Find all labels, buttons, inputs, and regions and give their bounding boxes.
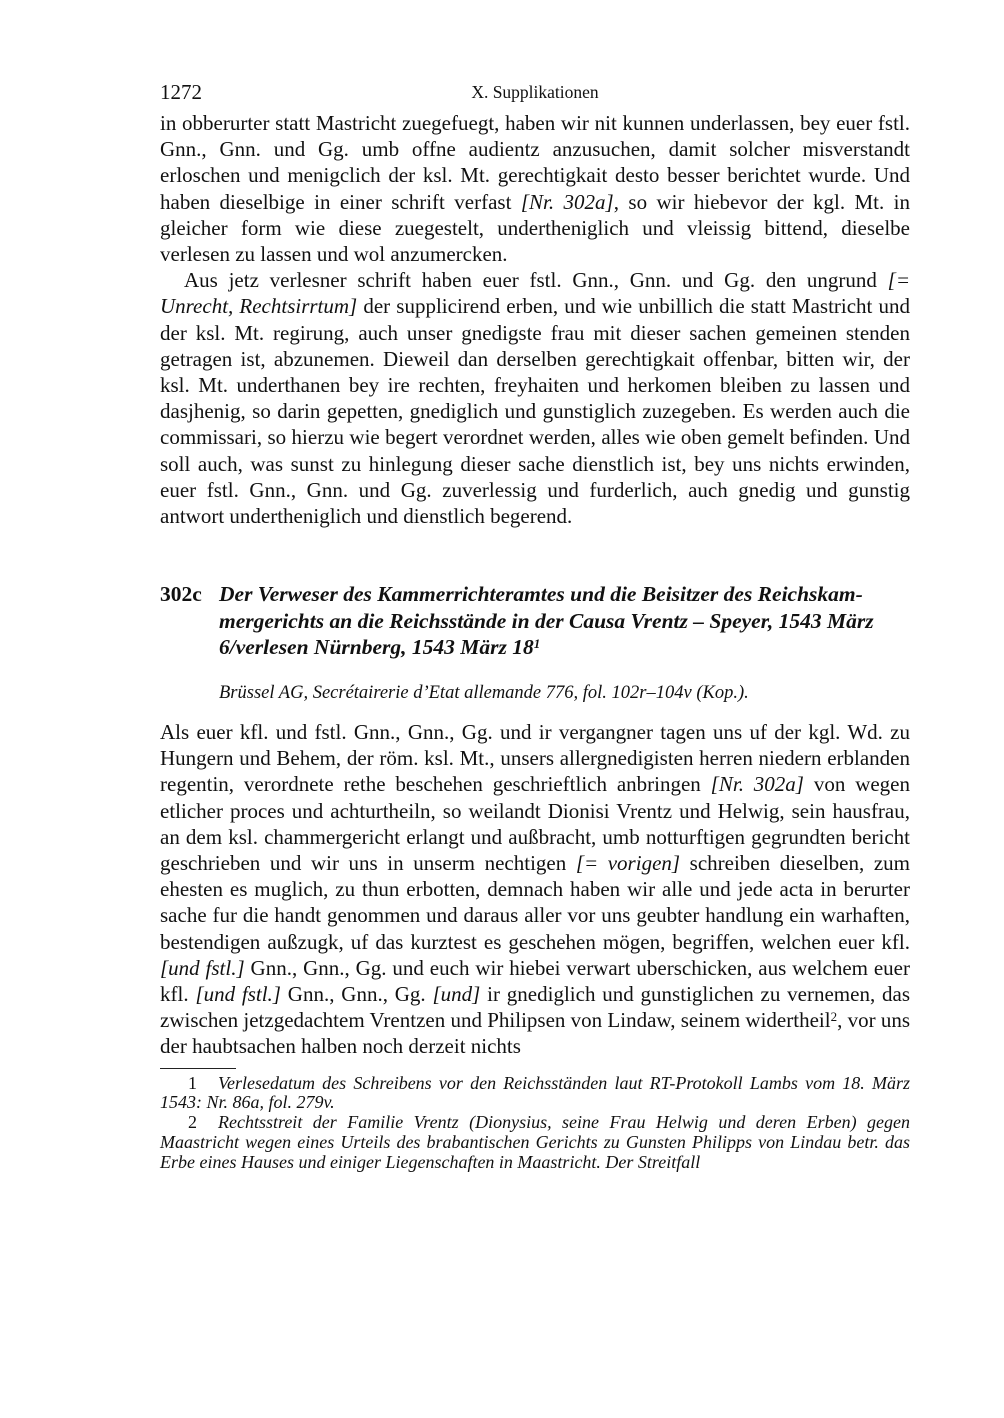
section-number: 302c xyxy=(160,582,202,607)
footnote-2: 2 Rechtsstreit der Familie Vrentz (Dionysius, seine Frau Helwig und deren Erben) gegen Maastricht wegen eines Urteils des brabantischen Gerichts zu Gunsten Philipps von Lindau betr. das Erbe eines Hauses und einiger Liegenschaften in Maastricht. Der Streitfall xyxy=(160,1112,910,1172)
running-head: X. Supplikationen xyxy=(471,82,599,102)
paragraph-1: in obberurter statt Mastricht zuegefuegt, haben wir nit kunnen underlassen, bey euer fstl. Gnn., Gnn. und Gg. umb offne audientz anzusuchen, damit solcher misverstandt erloschen und menigclich der ksl. Mt. gerechtigkait desto besser berichtet wurde. Und haben dieselbige in einer schrift verfast [Nr. 302a], so wir hiebevor der kgl. Mt. in gleicher form wie diese zuegestelt, undertheniglich und vleissig bittend, dieselbe verlesen zu lassen und wol anzumercken. xyxy=(160,111,911,267)
paragraph-3: Als euer kfl. und fstl. Gnn., Gnn., Gg. und ir vergangner tagen uns uf der kgl. Wd. zu Hungern und Behem, der röm. ksl. Mt., unsers allergnedigisten herren niedern erblanden regentin, verordnete rethe beschehen geschrieftlich anbringen [Nr. 302a] von wegen etlicher proces und achturtheiln, so weilandt Dionisi Vrentz und Helwig, sein hausfrau, an dem ksl. chammergericht erlangt und außbracht, umb notturftigen gegrundten bericht geschrieben und wir uns in unserm nechtigen [= vorigen] schreiben dieselben, zum ehesten es muglich, zu thun erbotten, demnach haben wir alle und jede acta in berurter sache fur die handt genommen und daraus aller vor uns geubter handlung ein warhaften, bestendigen außzugk, uf das kurztest es geschehen mögen, begriffen, welchen euer kfl.[und fstl.] Gnn., Gnn., Gg. und euch wir hiebei verwart uberschicken, aus welchem euer kfl. [und fstl.] Gnn., Gnn., Gg. [und] ir gnediglich und gunstiglichen zu vernemen, das zwischen jetzgedachtem Vrentzen und Philipsen von Lindaw, seinem widertheil$^2$, vor uns der haubtsachen halben noch derzeit nichts xyxy=(160,720,911,1059)
footnote-divider xyxy=(160,1068,236,1069)
paragraph-2: Aus jetz verlesner schrift haben euer fstl. Gnn., Gnn. und Gg. den ungrund [= Unrecht, Rechtsirrtum] der supplicirend erben, und wie unbillich die statt Mastricht und der ksl. Mt. regirung, auch unser gnedigste frau mit dieser sachen gemeinen stenden getragen ist, abzunemen. Dieweil dan derselben gerechtigkait offenbar, bitten wir, der ksl. Mt. underthanen bey ire rechten, freyhaiten und herkomen bleiben zu lassen und dasjhenig, so darin gepetten, gnediglich und gunstiglich zuzegeben. Es werden auch die commissari, so hierzu wie begert verordnet werden, alles wie oben gemelt befinden. Und soll auch, was sunst zu hinlegung dieser sache dienstlich ist, bey uns nichts erwinden, euer fstl. Gnn., Gnn. und Gg. zuverlessig und furderlich, auch gnedig und gunstig antwort undertheniglich und dienstlich begerend. xyxy=(160,268,910,529)
reference: [Nr. 302a] xyxy=(520,189,614,214)
page-number: 1272 xyxy=(160,80,202,104)
section-title: Der Verweser des Kammerrichteramtes und die Beisitzer des Reichskammergerichts an die Reichsstände in der Causa Vrentz – Speyer, 1543 März 6/verlesen Nürnberg, 1543 März $18^1$ xyxy=(219,582,874,660)
footnote-mark: 2 xyxy=(188,1112,197,1133)
footnote-ref-1[interactable]: 1 xyxy=(533,636,541,652)
page-header xyxy=(160,78,910,110)
document-page xyxy=(160,78,910,1173)
archival-source: Brüssel AG, Secrétairerie d’Etat allemande 776, fol. 102r–104v (Kop.). xyxy=(219,683,749,704)
footnote-mark: 1 xyxy=(188,1072,197,1093)
footnote-1: 1 Verlesedatum des Schreibens vor den Reichsständen laut RT-Protokoll Lambs vom 18. März 1543: Nr. 86a, fol. 279v. xyxy=(160,1072,910,1113)
footnote-ref-2[interactable]: 2 xyxy=(830,1009,838,1025)
section-heading xyxy=(160,581,910,661)
gloss: [= Unrecht, Rechtsirrtum] xyxy=(160,268,910,319)
